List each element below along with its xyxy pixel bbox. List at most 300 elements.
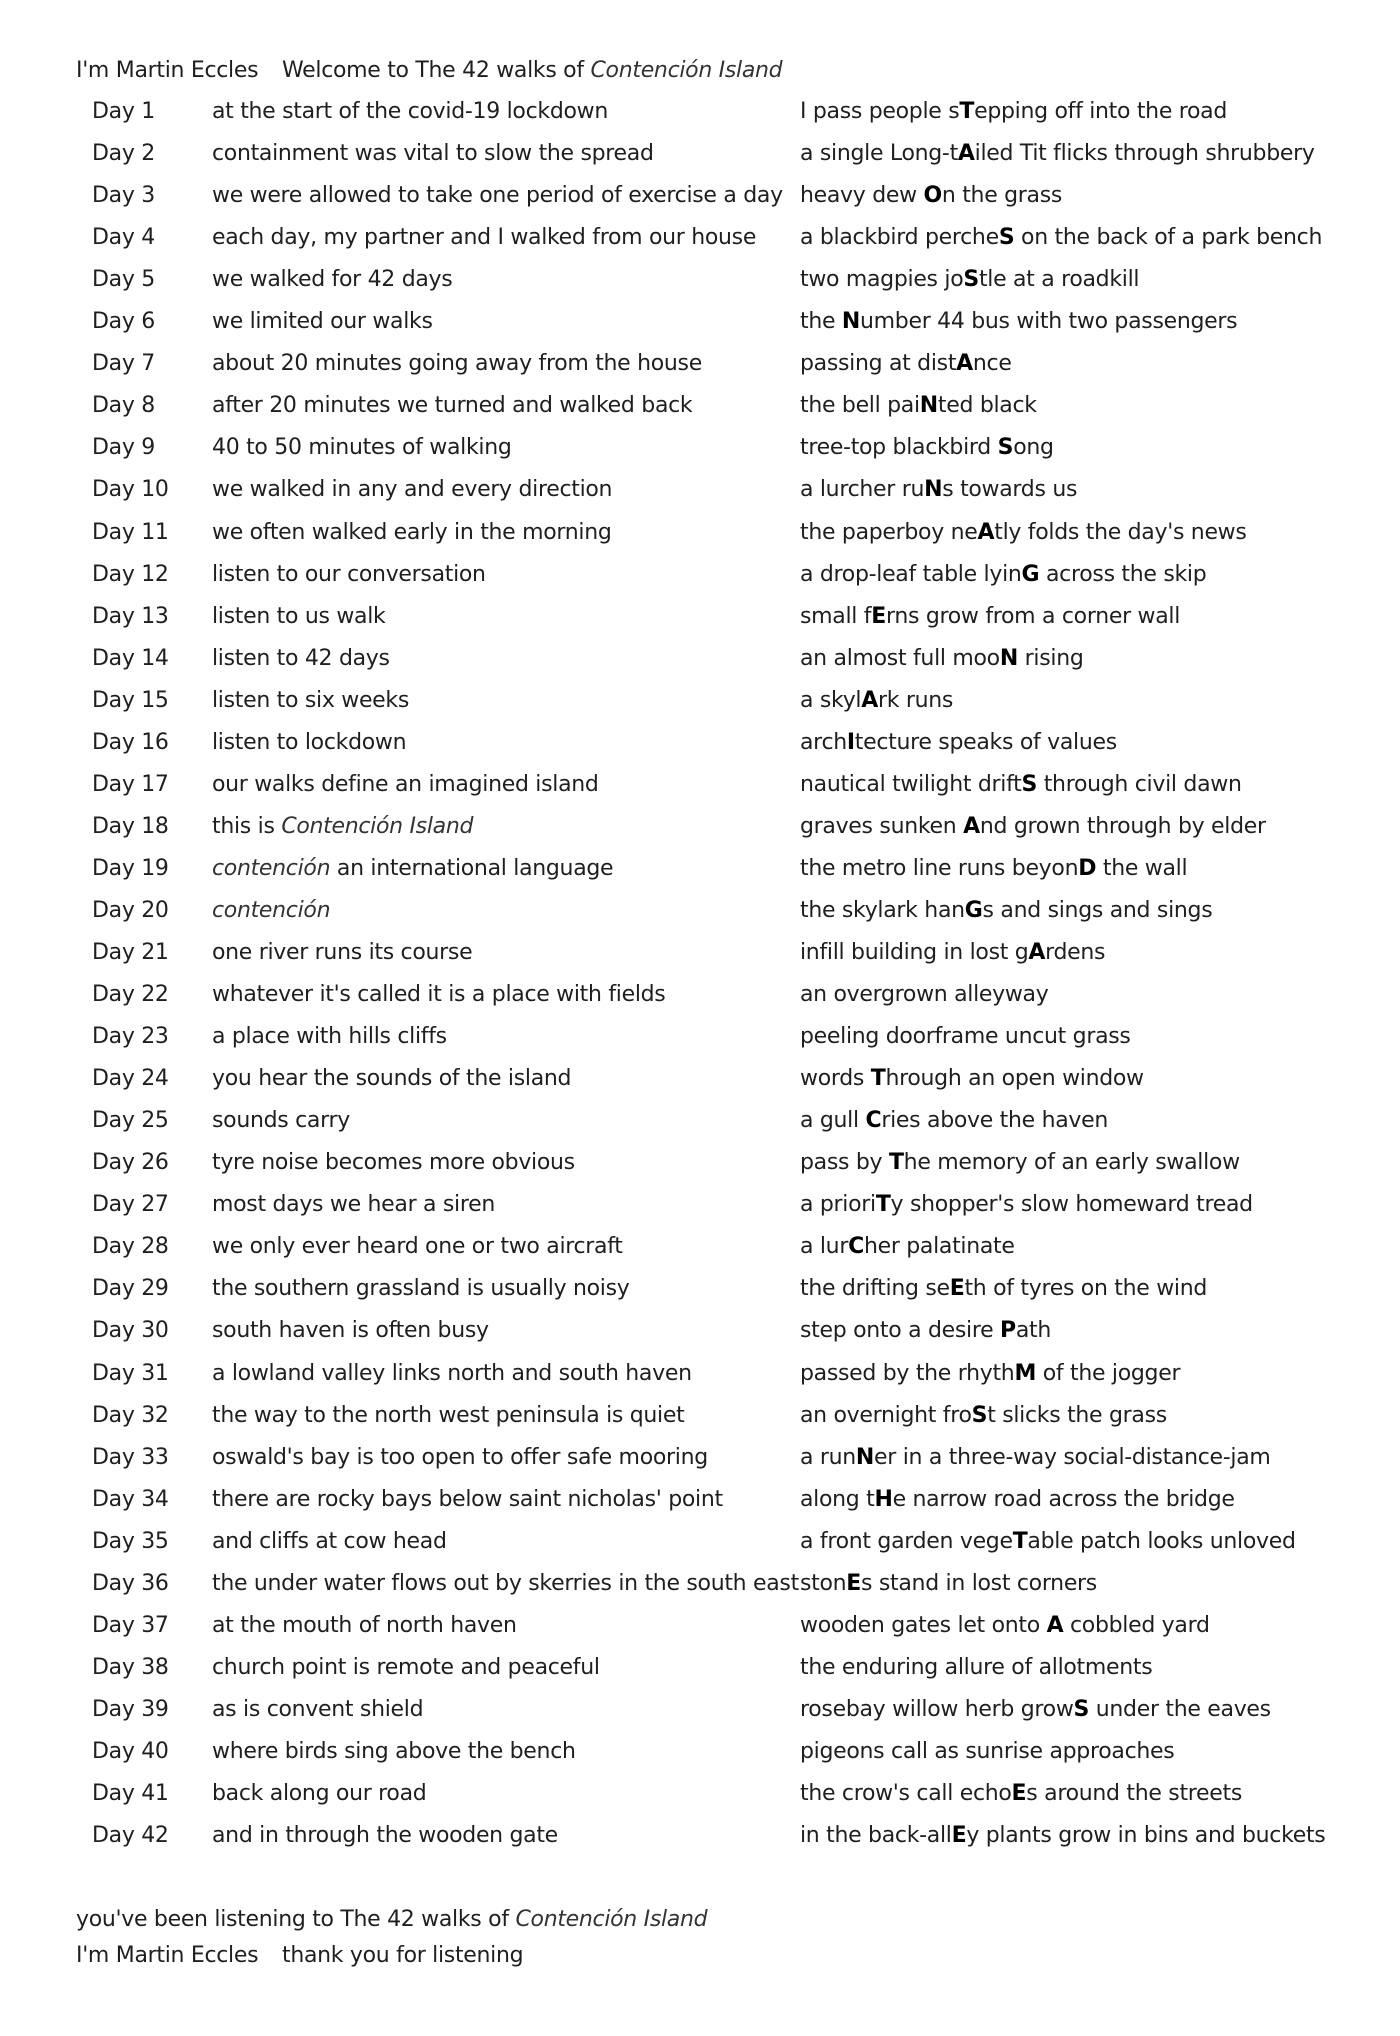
acrostic-text: an overnight fro (800, 1402, 972, 1428)
acrostic-line (800, 1192, 1253, 1217)
walk-note-text: we were allowed to take one period of exercise a day (212, 183, 783, 209)
acrostic-letter: C (865, 1108, 882, 1134)
walk-note-text: the way to the north west peninsula is quiet (212, 1402, 685, 1428)
acrostic-letter: P (1000, 1318, 1016, 1344)
walk-note-text: about 20 minutes going away from the house (212, 351, 702, 377)
walk-note-text: at the start of the covid-19 lockdown (212, 99, 608, 124)
walk-row (0, 1655, 1400, 1697)
walk-note-text: and in through the wooden gate (212, 1823, 558, 1849)
day-label: Day 7 (92, 351, 155, 377)
walk-row (0, 1613, 1400, 1655)
acrostic-line (800, 520, 1247, 545)
acrostic-text: t slicks the grass (987, 1402, 1167, 1428)
acrostic-text: a front garden vege (800, 1528, 1013, 1554)
acrostic-line (800, 1697, 1271, 1722)
walk-row (0, 393, 1400, 435)
acrostic-text: the skylark han (800, 897, 965, 923)
walk-note (212, 141, 654, 166)
acrostic-letter: A (861, 687, 878, 713)
walk-row (0, 1823, 1400, 1865)
acrostic-letter: E (951, 1823, 967, 1849)
walk-note (212, 604, 386, 629)
acrostic-letter: N (841, 309, 861, 335)
walk-note-text: back along our road (212, 1781, 427, 1806)
walk-note-text: listen to six weeks (212, 687, 410, 713)
day-label: Day 2 (92, 141, 155, 167)
day-label: Day 41 (92, 1781, 169, 1806)
walk-note (212, 1150, 575, 1175)
acrostic-text: pass by (800, 1150, 889, 1176)
acrostic-text: s around the streets (1026, 1781, 1242, 1806)
acrostic-letter: T (875, 1192, 891, 1218)
walk-row (0, 1529, 1400, 1571)
walk-note (212, 814, 473, 839)
acrostic-letter: S (998, 225, 1015, 251)
acrostic-text: peeling doorframe uncut grass (800, 1024, 1131, 1050)
walk-note (212, 99, 608, 124)
acrostic-letter: A (1028, 940, 1046, 965)
acrostic-line (800, 309, 1237, 334)
acrostic-text: e narrow road across the bridge (892, 1486, 1235, 1512)
acrostic-text: the bell pai (800, 393, 920, 419)
listening-text: you've been listening to The 42 walks of (76, 1907, 509, 1932)
acrostic-text: th of tyres on the wind (964, 1276, 1208, 1302)
acrostic-text: nautical twilight drift (800, 771, 1022, 797)
walk-note-text: listen to our conversation (212, 561, 486, 587)
walk-row (0, 1739, 1400, 1781)
acrostic-line (800, 814, 1266, 839)
walk-note (212, 183, 783, 208)
walk-row (0, 183, 1400, 225)
acrostic-text: pigeons call as sunrise approaches (800, 1738, 1175, 1764)
walk-row (0, 477, 1400, 519)
day-label: Day 24 (92, 1066, 169, 1092)
walk-note-text: an international language (330, 855, 614, 881)
walk-note (212, 1276, 630, 1301)
acrostic-line (800, 1150, 1240, 1175)
walk-note (212, 435, 512, 460)
acrostic-line (800, 435, 1054, 460)
walk-note-text: containment was vital to slow the spread (212, 141, 654, 167)
footer-thanks-line (76, 1938, 707, 1974)
acrostic-text: the enduring allure of allotments (800, 1654, 1153, 1680)
walk-row (0, 562, 1400, 604)
walk-note (212, 1529, 447, 1554)
acrostic-text: the paperboy ne (800, 519, 978, 545)
acrostic-text: ong (1013, 435, 1054, 461)
walk-row (0, 1361, 1400, 1403)
day-label: Day 31 (92, 1360, 169, 1386)
day-label: Day 13 (92, 603, 169, 629)
walk-row (0, 1024, 1400, 1066)
walk-note (212, 1066, 571, 1091)
acrostic-letter: A (963, 813, 980, 839)
acrostic-text: s stand in lost corners (861, 1570, 1097, 1596)
acrostic-text: an overgrown alleyway (800, 982, 1049, 1008)
acrostic-text: small f (800, 603, 872, 629)
day-label: Day 35 (92, 1528, 169, 1554)
walk-row (0, 267, 1400, 309)
walk-note-text: listen to us walk (212, 603, 386, 629)
acrostic-line (800, 183, 1062, 208)
day-label: Day 36 (92, 1570, 169, 1596)
day-label: Day 8 (92, 393, 155, 419)
walk-note (212, 1655, 600, 1680)
walk-note-text: as is convent shield (212, 1696, 424, 1722)
walk-note (212, 1024, 447, 1049)
walk-note (212, 1613, 517, 1638)
acrostic-text: a run (800, 1444, 856, 1470)
welcome-text: Welcome to The 42 walks of (282, 58, 584, 83)
acrostic-text: y plants grow in bins and buckets (966, 1823, 1326, 1849)
acrostic-letter: A (977, 519, 995, 545)
walk-note-text: a place with hills cliffs (212, 1024, 447, 1050)
walk-note (212, 772, 599, 797)
acrostic-letter: G (1021, 561, 1040, 587)
acrostic-text: s towards us (942, 477, 1078, 503)
walk-note-text: most days we hear a siren (212, 1192, 496, 1218)
footer-island-title: Contención Island (515, 1907, 708, 1932)
acrostic-line (800, 1655, 1152, 1680)
author-intro: I'm Martin Eccles (76, 58, 259, 83)
day-label: Day 12 (92, 561, 169, 587)
acrostic-text: of the jogger (1036, 1360, 1181, 1386)
walk-note-italic: contención (212, 855, 331, 881)
walk-note-text: you hear the sounds of the island (212, 1066, 572, 1092)
walk-note-text: we often walked early in the morning (212, 519, 612, 545)
walk-note (212, 1108, 350, 1133)
acrostic-line (800, 688, 953, 713)
acrostic-line (800, 898, 1212, 923)
day-label: Day 10 (92, 477, 169, 503)
acrostic-text: rns grow from a corner wall (885, 603, 1181, 629)
walk-note-text: tyre noise becomes more obvious (212, 1150, 575, 1176)
acrostic-line (800, 1487, 1235, 1512)
acrostic-text: through civil dawn (1037, 771, 1242, 797)
acrostic-text: n the grass (941, 183, 1063, 209)
walk-note-text: we walked in any and every direction (212, 477, 613, 503)
acrostic-text: he memory of an early swallow (903, 1150, 1240, 1176)
acrostic-text: nce (972, 351, 1012, 377)
walk-row (0, 520, 1400, 562)
walk-note-text: church point is remote and peaceful (212, 1654, 600, 1680)
walk-note-text: where birds sing above the bench (212, 1738, 576, 1764)
acrostic-text: two magpies jo (800, 267, 964, 293)
acrostic-text: the drifting se (800, 1276, 950, 1302)
walk-row (0, 730, 1400, 772)
day-label: Day 17 (92, 771, 169, 797)
walk-note-text: the under water flows out by skerries in the south east (212, 1570, 799, 1596)
walk-note (212, 1739, 576, 1764)
day-label: Day 28 (92, 1234, 169, 1260)
acrostic-line (800, 1613, 1210, 1638)
day-label: Day 19 (92, 855, 169, 881)
acrostic-line (800, 604, 1180, 629)
walk-row (0, 1571, 1400, 1613)
acrostic-letter: N (855, 1444, 875, 1470)
acrostic-text: nd grown through by elder (979, 813, 1266, 839)
footer-listening-line (76, 1902, 707, 1938)
acrostic-text: iled Tit flicks through shrubbery (974, 141, 1315, 167)
walk-row (0, 309, 1400, 351)
walk-note-text: we only ever heard one or two aircraft (212, 1234, 623, 1260)
walk-note-text: and cliffs at cow head (212, 1528, 447, 1554)
day-label: Day 4 (92, 225, 155, 251)
acrostic-letter: A (957, 141, 975, 167)
walk-row (0, 772, 1400, 814)
acrostic-text: across the skip (1039, 561, 1207, 587)
acrostic-text: cobbled yard (1063, 1612, 1210, 1638)
walk-note (212, 1823, 558, 1848)
day-label: Day 6 (92, 309, 155, 335)
walk-row (0, 225, 1400, 267)
acrostic-text: along t (800, 1486, 875, 1512)
walk-note (212, 730, 406, 755)
walk-row (0, 1276, 1400, 1318)
walk-note (212, 898, 330, 923)
walk-note (212, 1781, 426, 1806)
header-line (76, 58, 782, 83)
acrostic-line (800, 772, 1242, 797)
day-label: Day 18 (92, 813, 169, 839)
footer-author: I'm Martin Eccles (76, 1943, 259, 1968)
day-label: Day 40 (92, 1738, 169, 1764)
acrostic-text: tly folds the day's news (994, 519, 1247, 545)
acrostic-line (800, 141, 1315, 166)
acrostic-text: heavy dew (800, 183, 924, 209)
acrostic-text: er in a three-way social-distance-jam (874, 1444, 1271, 1470)
walk-note-text: south haven is often busy (212, 1318, 489, 1344)
acrostic-letter: S (1073, 1696, 1090, 1722)
walk-row (0, 1697, 1400, 1739)
day-label: Day 42 (92, 1823, 169, 1849)
walk-note-text: after 20 minutes we turned and walked back (212, 393, 693, 419)
day-label: Day 1 (92, 99, 155, 124)
acrostic-letter: S (963, 267, 979, 293)
walk-note (212, 1234, 623, 1259)
acrostic-line (800, 856, 1187, 881)
walk-row (0, 351, 1400, 393)
walk-row (0, 898, 1400, 940)
walk-row (0, 1781, 1400, 1823)
walk-note (212, 393, 692, 418)
walk-note (212, 940, 472, 965)
acrostic-line (800, 393, 1037, 418)
acrostic-letter: A (1046, 1612, 1064, 1638)
walk-note-text: we limited our walks (212, 309, 433, 335)
acrostic-line (800, 1234, 1015, 1259)
walk-note (212, 1697, 423, 1722)
acrostic-line (800, 730, 1117, 755)
thanks-text: thank you for listening (282, 1943, 524, 1968)
acrostic-line (800, 1403, 1167, 1428)
walk-note-text: listen to lockdown (212, 729, 407, 755)
acrostic-text: the metro line runs beyon (800, 855, 1079, 881)
acrostic-text: wooden gates let onto (800, 1612, 1047, 1638)
walk-row (0, 435, 1400, 477)
acrostic-text: under the eaves (1089, 1696, 1271, 1722)
walk-row (0, 814, 1400, 856)
acrostic-line (800, 1571, 1097, 1596)
acrostic-letter: T (870, 1066, 886, 1092)
walk-note (212, 1445, 708, 1470)
acrostic-line (800, 225, 1322, 250)
walk-note (212, 351, 702, 376)
day-label: Day 25 (92, 1108, 169, 1134)
acrostic-line (800, 99, 1227, 124)
day-label: Day 16 (92, 729, 169, 755)
acrostic-text: rdens (1045, 940, 1106, 965)
acrostic-line (800, 1781, 1242, 1806)
walk-note (212, 982, 665, 1007)
walk-note-text: the southern grassland is usually noisy (212, 1276, 630, 1302)
acrostic-text: a blackbird perche (800, 225, 999, 251)
day-label: Day 23 (92, 1024, 169, 1050)
walk-note (212, 520, 612, 545)
acrostic-letter: S (1021, 771, 1038, 797)
acrostic-text: ath (1015, 1318, 1051, 1344)
acrostic-line (800, 646, 1084, 671)
acrostic-text: passed by the rhyth (800, 1360, 1015, 1386)
acrostic-letter: S (997, 435, 1014, 461)
day-label: Day 39 (92, 1696, 169, 1722)
acrostic-text: a skyl (800, 687, 862, 713)
acrostic-text: rosebay willow herb grow (800, 1696, 1074, 1722)
acrostic-text: y shopper's slow homeward tread (890, 1192, 1253, 1218)
acrostic-letter: E (1011, 1781, 1027, 1806)
walk-row (0, 1192, 1400, 1234)
day-label: Day 27 (92, 1192, 169, 1218)
walk-note (212, 1318, 489, 1343)
walk-note-italic: Contención Island (281, 813, 474, 839)
acrostic-line (800, 1739, 1174, 1764)
walk-note-text: a lowland valley links north and south haven (212, 1360, 692, 1386)
day-label: Day 11 (92, 519, 169, 545)
walk-row (0, 940, 1400, 982)
acrostic-text: graves sunken (800, 813, 964, 839)
walk-note-text: there are rocky bays below saint nicholas' point (212, 1486, 723, 1512)
day-label: Day 14 (92, 645, 169, 671)
acrostic-line (800, 1823, 1325, 1848)
walk-row (0, 1066, 1400, 1108)
acrostic-line (800, 1024, 1131, 1049)
walk-note (212, 1403, 684, 1428)
acrostic-letter: G (964, 897, 983, 923)
acrostic-line (800, 940, 1105, 965)
acrostic-line (800, 1276, 1207, 1301)
island-title: Contención Island (590, 58, 783, 83)
acrostic-letter: N (999, 645, 1018, 671)
acrostic-letter: N (919, 393, 938, 419)
walk-note (212, 1361, 692, 1386)
day-label: Day 30 (92, 1318, 169, 1344)
walk-note (212, 646, 390, 671)
acrostic-letter: T (888, 1150, 904, 1176)
acrostic-text: infill building in lost g (800, 940, 1029, 965)
acrostic-text: a drop-leaf table lyin (800, 561, 1022, 587)
acrostic-letter: N (924, 477, 943, 503)
walk-row (0, 1234, 1400, 1276)
walk-note-text: sounds carry (212, 1108, 350, 1134)
day-label: Day 26 (92, 1150, 169, 1176)
acrostic-letter: O (923, 183, 942, 209)
acrostic-letter: T (1012, 1528, 1028, 1554)
day-label: Day 22 (92, 982, 169, 1008)
acrostic-text: words (800, 1066, 871, 1092)
walk-row (0, 99, 1400, 141)
acrostic-text: I pass people s (800, 99, 960, 124)
walk-note-text: whatever it's called it is a place with fields (212, 982, 666, 1008)
footer (76, 1902, 707, 1974)
walk-row (0, 141, 1400, 183)
walk-row (0, 856, 1400, 898)
acrostic-text: a gull (800, 1108, 866, 1134)
acrostic-text: a lurcher ru (800, 477, 925, 503)
acrostic-text: passing at dist (800, 351, 957, 377)
acrostic-text: the wall (1096, 855, 1188, 881)
acrostic-text: in the back-all (800, 1823, 952, 1849)
walk-note (212, 267, 452, 292)
acrostic-line (800, 1529, 1296, 1554)
walk-note-text: each day, my partner and I walked from our house (212, 225, 757, 251)
walk-row (0, 982, 1400, 1024)
walk-note-italic: contención (212, 897, 331, 923)
walk-row (0, 1487, 1400, 1529)
day-label: Day 21 (92, 940, 169, 965)
acrostic-text: a priori (800, 1192, 876, 1218)
acrostic-letter: M (1014, 1360, 1037, 1386)
acrostic-letter: H (874, 1486, 893, 1512)
acrostic-text: ries above the haven (881, 1108, 1108, 1134)
acrostic-text: an almost full moo (800, 645, 1000, 671)
walk-note (212, 1192, 495, 1217)
walk-note-text: 40 to 50 minutes of walking (212, 435, 512, 461)
walk-row (0, 604, 1400, 646)
walk-row (0, 1318, 1400, 1360)
acrostic-line (800, 562, 1206, 587)
walk-row (0, 1445, 1400, 1487)
acrostic-letter: A (956, 351, 973, 377)
day-label: Day 34 (92, 1486, 169, 1512)
walk-row (0, 646, 1400, 688)
walk-row (0, 1150, 1400, 1192)
acrostic-text: ted black (937, 393, 1037, 419)
day-label: Day 20 (92, 897, 169, 923)
walk-note (212, 1571, 799, 1596)
acrostic-letter: E (949, 1276, 965, 1302)
walk-note-text: one river runs its course (212, 940, 473, 965)
walk-note (212, 688, 409, 713)
acrostic-text: umber 44 bus with two passengers (860, 309, 1238, 335)
acrostic-text: the (800, 309, 842, 335)
acrostic-text: step onto a desire (800, 1318, 1001, 1344)
acrostic-text: rising (1017, 645, 1084, 671)
walk-note (212, 477, 612, 502)
walk-row (0, 1108, 1400, 1150)
day-label: Day 38 (92, 1654, 169, 1680)
walk-note-text: our walks define an imagined island (212, 771, 599, 797)
acrostic-text: tree-top blackbird (800, 435, 998, 461)
walk-row (0, 1403, 1400, 1445)
day-label: Day 5 (92, 267, 155, 293)
walk-note-text: at the mouth of north haven (212, 1612, 517, 1638)
walk-note-text: this is (212, 813, 282, 839)
acrostic-text: able patch looks unloved (1027, 1528, 1296, 1554)
acrostic-letter: T (959, 99, 975, 124)
acrostic-line (800, 351, 1012, 376)
walk-note-text: oswald's bay is too open to offer safe mooring (212, 1444, 708, 1470)
acrostic-text: her palatinate (863, 1234, 1015, 1260)
